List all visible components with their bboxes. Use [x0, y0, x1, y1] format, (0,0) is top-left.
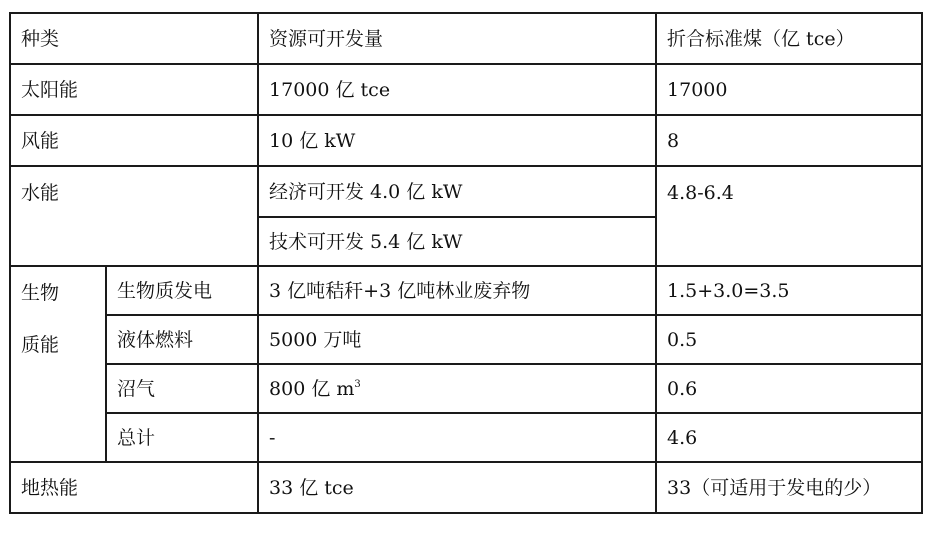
wind-coal: 8 — [656, 115, 922, 166]
wind-resource: 10 亿 kW — [258, 115, 656, 166]
solar-coal: 17000 — [656, 64, 922, 115]
hydro-coal: 4.8-6.4 — [656, 166, 922, 266]
table-row-liquid-fuel — [10, 315, 922, 364]
table-row-biogas — [10, 364, 922, 413]
liquid-fuel-coal: 0.5 — [656, 315, 922, 364]
biomass-total-name: 总计 — [106, 413, 258, 462]
hydro-resource-economic: 经济可开发 4.0 亿 kW — [258, 166, 656, 217]
table-row-solar — [10, 64, 922, 115]
solar-name: 太阳能 — [10, 64, 258, 115]
biomass-name-line1: 生物 — [21, 282, 60, 304]
table-row-wind — [10, 115, 922, 166]
header-resource: 资源可开发量 — [258, 13, 656, 64]
biogas-resource — [258, 364, 656, 413]
biomass-total-resource: - — [258, 413, 656, 462]
liquid-fuel-resource: 5000 万吨 — [258, 315, 656, 364]
biomass-power-coal: 1.5+3.0=3.5 — [656, 266, 922, 315]
energy-resource-table — [9, 12, 923, 514]
geothermal-resource: 33 亿 tce — [258, 462, 656, 513]
liquid-fuel-name: 液体燃料 — [106, 315, 258, 364]
biogas-resource-value: 800 亿 m — [269, 377, 355, 400]
biomass-power-resource: 3 亿吨秸秆+3 亿吨林业废弃物 — [258, 266, 656, 315]
biogas-coal: 0.6 — [656, 364, 922, 413]
solar-resource: 17000 亿 tce — [258, 64, 656, 115]
biomass-name-line2: 质能 — [21, 334, 60, 356]
header-category: 种类 — [10, 13, 258, 64]
biomass-power-name: 生物质发电 — [106, 266, 258, 315]
hydro-name: 水能 — [10, 166, 258, 266]
wind-name: 风能 — [10, 115, 258, 166]
biomass-name — [10, 266, 106, 462]
table-row-geothermal — [10, 462, 922, 513]
table-row-biomass-power — [10, 266, 922, 315]
hydro-resource-technical: 技术可开发 5.4 亿 kW — [258, 217, 656, 266]
header-coal-equivalent: 折合标准煤（亿 tce） — [656, 13, 922, 64]
geothermal-coal: 33（可适用于发电的少） — [656, 462, 922, 513]
biogas-name: 沼气 — [106, 364, 258, 413]
biogas-resource-superscript: 3 — [354, 378, 361, 390]
biomass-total-coal: 4.6 — [656, 413, 922, 462]
geothermal-name: 地热能 — [10, 462, 258, 513]
table-row-hydro — [10, 166, 922, 217]
table-header-row — [10, 13, 922, 64]
table-row-biomass-total — [10, 413, 922, 462]
